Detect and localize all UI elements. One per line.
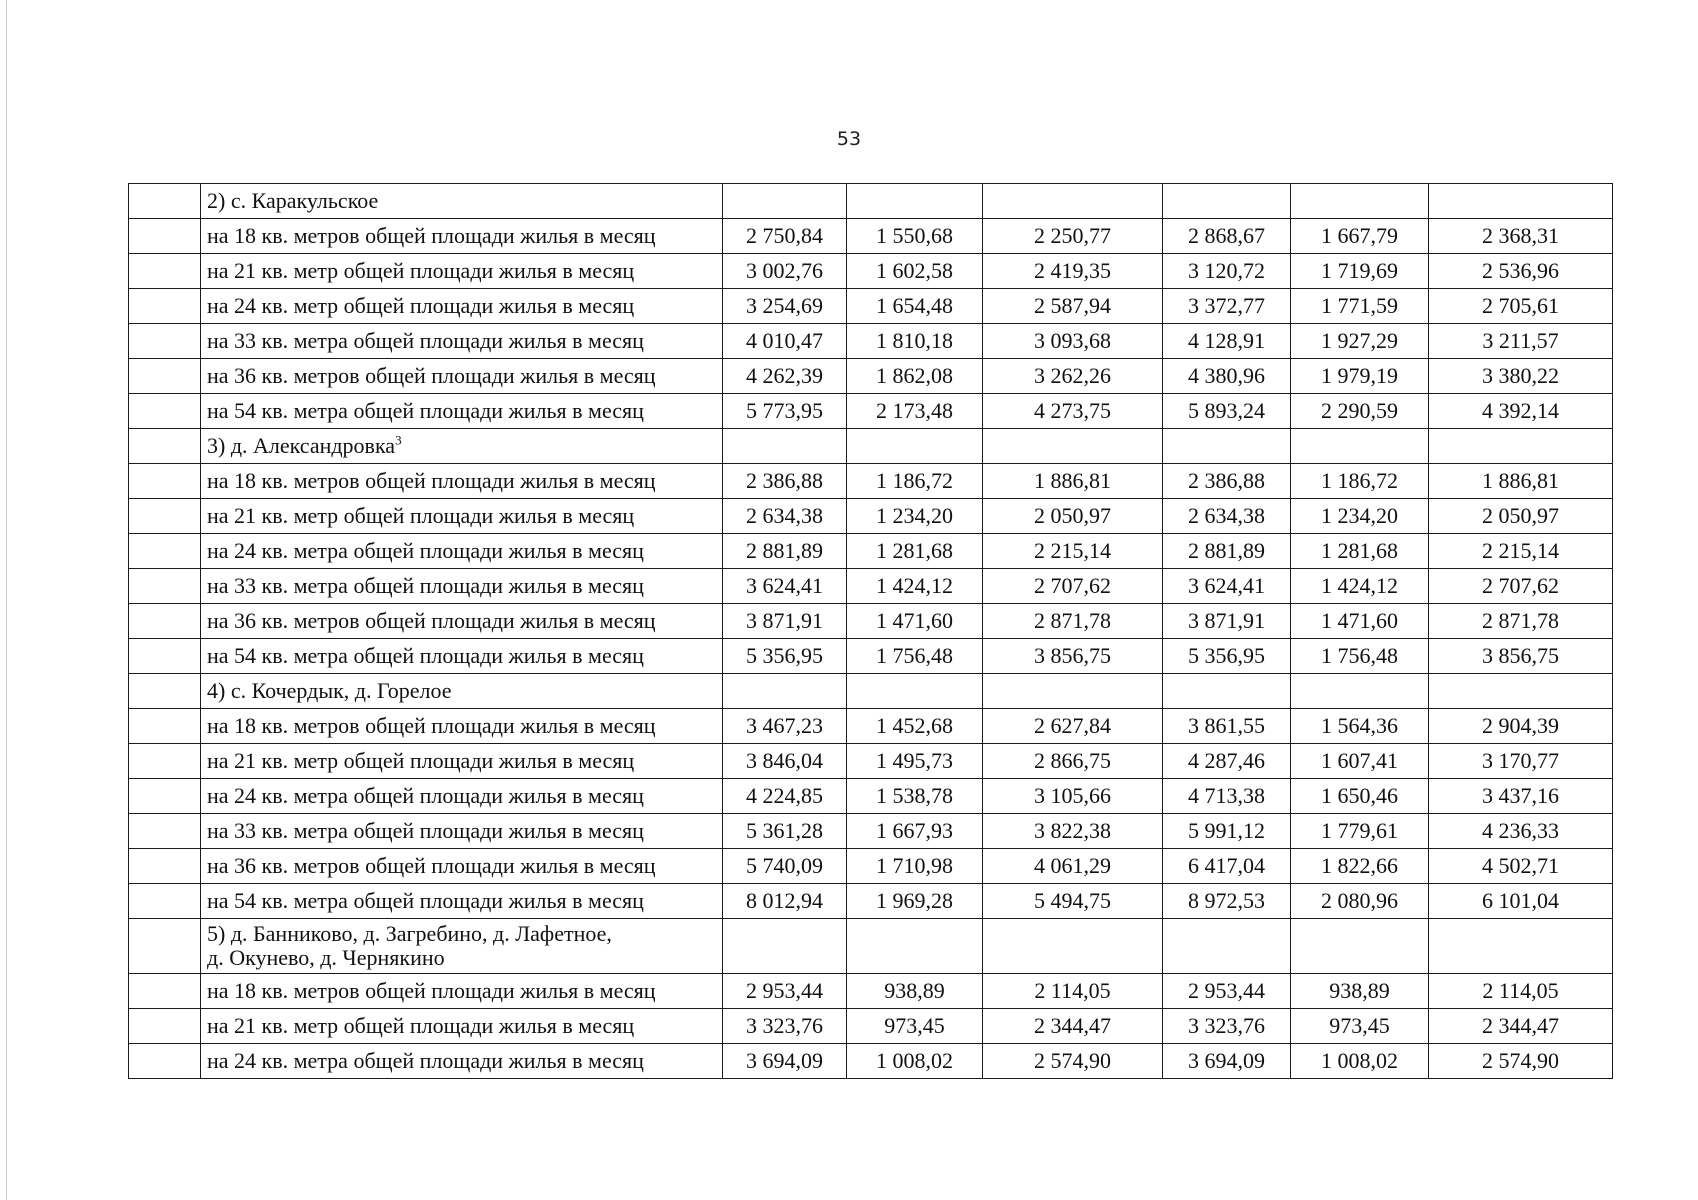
value-cell: 2 881,89 (723, 534, 847, 569)
value-cell: 1 979,19 (1291, 359, 1429, 394)
row-number-cell (129, 639, 201, 674)
group-title-cell (201, 919, 723, 974)
empty-value-cell (723, 674, 847, 709)
row-label: на 36 кв. метров общей площади жилья в месяц (201, 604, 723, 639)
value-cell: 1 234,20 (1291, 499, 1429, 534)
value-cell: 2 290,59 (1291, 394, 1429, 429)
value-cell: 2 344,47 (1429, 1009, 1613, 1044)
row-label: на 24 кв. метра общей площади жилья в месяц (201, 779, 723, 814)
value-cell: 2 953,44 (723, 974, 847, 1009)
row-number-cell (129, 254, 201, 289)
value-cell: 2 707,62 (1429, 569, 1613, 604)
value-cell: 2 386,88 (1163, 464, 1291, 499)
row-label: на 33 кв. метра общей площади жилья в месяц (201, 569, 723, 604)
value-cell: 3 694,09 (723, 1044, 847, 1079)
empty-value-cell (1429, 919, 1613, 974)
value-cell: 1 008,02 (1291, 1044, 1429, 1079)
value-cell: 8 012,94 (723, 884, 847, 919)
group-title: 2) с. Каракульское (207, 188, 379, 213)
value-cell: 3 846,04 (723, 744, 847, 779)
value-cell: 4 128,91 (1163, 324, 1291, 359)
value-cell: 3 105,66 (983, 779, 1163, 814)
row-label: на 21 кв. метр общей площади жилья в месяц (201, 744, 723, 779)
row-label: на 54 кв. метра общей площади жилья в месяц (201, 639, 723, 674)
value-cell: 1 564,36 (1291, 709, 1429, 744)
value-cell: 1 710,98 (847, 849, 983, 884)
value-cell: 4 713,38 (1163, 779, 1291, 814)
row-label: на 24 кв. метра общей площади жилья в месяц (201, 534, 723, 569)
table-row (129, 709, 1613, 744)
row-label: на 54 кв. метра общей площади жилья в месяц (201, 884, 723, 919)
value-cell: 2 587,94 (983, 289, 1163, 324)
value-cell: 1 969,28 (847, 884, 983, 919)
value-cell: 1 654,48 (847, 289, 983, 324)
value-cell: 938,89 (1291, 974, 1429, 1009)
scan-edge-line (6, 0, 7, 1200)
value-cell: 3 856,75 (983, 639, 1163, 674)
empty-value-cell (723, 429, 847, 464)
value-cell: 2 114,05 (983, 974, 1163, 1009)
value-cell: 3 871,91 (723, 604, 847, 639)
value-cell: 3 211,57 (1429, 324, 1613, 359)
row-label: на 18 кв. метров общей площади жилья в месяц (201, 974, 723, 1009)
row-number-cell (129, 779, 201, 814)
table-body (129, 184, 1613, 1079)
empty-value-cell (983, 184, 1163, 219)
group-title-cell (201, 429, 723, 464)
value-cell: 1 281,68 (847, 534, 983, 569)
value-cell: 4 380,96 (1163, 359, 1291, 394)
table-row (129, 814, 1613, 849)
empty-value-cell (983, 429, 1163, 464)
value-cell: 4 262,39 (723, 359, 847, 394)
value-cell: 3 467,23 (723, 709, 847, 744)
value-cell: 3 861,55 (1163, 709, 1291, 744)
value-cell: 1 452,68 (847, 709, 983, 744)
value-cell: 4 236,33 (1429, 814, 1613, 849)
empty-value-cell (1291, 429, 1429, 464)
value-cell: 1 424,12 (1291, 569, 1429, 604)
value-cell: 3 437,16 (1429, 779, 1613, 814)
empty-value-cell (723, 919, 847, 974)
table-row (129, 1044, 1613, 1079)
value-cell: 3 262,26 (983, 359, 1163, 394)
group-header-row (129, 429, 1613, 464)
value-cell: 1 667,93 (847, 814, 983, 849)
empty-value-cell (983, 674, 1163, 709)
empty-value-cell (1291, 674, 1429, 709)
value-cell: 2 536,96 (1429, 254, 1613, 289)
row-number-cell (129, 849, 201, 884)
value-cell: 6 101,04 (1429, 884, 1613, 919)
row-label: на 36 кв. метров общей площади жилья в месяц (201, 849, 723, 884)
value-cell: 5 773,95 (723, 394, 847, 429)
row-number-cell (129, 429, 201, 464)
empty-value-cell (1291, 184, 1429, 219)
value-cell: 3 624,41 (723, 569, 847, 604)
empty-value-cell (847, 674, 983, 709)
value-cell: 1 602,58 (847, 254, 983, 289)
value-cell: 2 173,48 (847, 394, 983, 429)
table-row (129, 534, 1613, 569)
value-cell: 8 972,53 (1163, 884, 1291, 919)
empty-value-cell (847, 429, 983, 464)
value-cell: 1 538,78 (847, 779, 983, 814)
value-cell: 3 120,72 (1163, 254, 1291, 289)
empty-value-cell (847, 919, 983, 974)
value-cell: 3 002,76 (723, 254, 847, 289)
value-cell: 5 893,24 (1163, 394, 1291, 429)
empty-value-cell (1163, 429, 1291, 464)
group-header-row (129, 674, 1613, 709)
empty-value-cell (1163, 919, 1291, 974)
group-title-cell (201, 674, 723, 709)
value-cell: 3 856,75 (1429, 639, 1613, 674)
value-cell: 3 170,77 (1429, 744, 1613, 779)
value-cell: 5 356,95 (1163, 639, 1291, 674)
row-number-cell (129, 814, 201, 849)
row-label: на 24 кв. метра общей площади жилья в месяц (201, 1044, 723, 1079)
value-cell: 2 868,67 (1163, 219, 1291, 254)
empty-value-cell (1163, 184, 1291, 219)
row-label: на 36 кв. метров общей площади жилья в месяц (201, 359, 723, 394)
row-number-cell (129, 219, 201, 254)
value-cell: 1 008,02 (847, 1044, 983, 1079)
row-label: на 18 кв. метров общей площади жилья в месяц (201, 464, 723, 499)
value-cell: 2 114,05 (1429, 974, 1613, 1009)
value-cell: 1 550,68 (847, 219, 983, 254)
value-cell: 1 495,73 (847, 744, 983, 779)
value-cell: 1 756,48 (1291, 639, 1429, 674)
group-title-line2: д. Окунево, д. Чернякино (207, 945, 445, 970)
value-cell: 2 871,78 (983, 604, 1163, 639)
row-number-cell (129, 359, 201, 394)
row-label: на 21 кв. метр общей площади жилья в месяц (201, 254, 723, 289)
row-label: на 33 кв. метра общей площади жилья в месяц (201, 324, 723, 359)
table-row (129, 569, 1613, 604)
value-cell: 2 634,38 (723, 499, 847, 534)
row-number-cell (129, 974, 201, 1009)
value-cell: 3 380,22 (1429, 359, 1613, 394)
value-cell: 1 234,20 (847, 499, 983, 534)
table-row (129, 359, 1613, 394)
value-cell: 1 756,48 (847, 639, 983, 674)
value-cell: 3 093,68 (983, 324, 1163, 359)
value-cell: 4 502,71 (1429, 849, 1613, 884)
value-cell: 2 368,31 (1429, 219, 1613, 254)
value-cell: 973,45 (1291, 1009, 1429, 1044)
value-cell: 2 215,14 (983, 534, 1163, 569)
row-number-cell (129, 569, 201, 604)
value-cell: 1 822,66 (1291, 849, 1429, 884)
value-cell: 4 287,46 (1163, 744, 1291, 779)
value-cell: 4 061,29 (983, 849, 1163, 884)
row-number-cell (129, 884, 201, 919)
value-cell: 4 224,85 (723, 779, 847, 814)
value-cell: 5 494,75 (983, 884, 1163, 919)
value-cell: 6 417,04 (1163, 849, 1291, 884)
value-cell: 3 372,77 (1163, 289, 1291, 324)
value-cell: 2 574,90 (1429, 1044, 1613, 1079)
value-cell: 2 866,75 (983, 744, 1163, 779)
value-cell: 3 694,09 (1163, 1044, 1291, 1079)
value-cell: 1 281,68 (1291, 534, 1429, 569)
group-title-cell (201, 184, 723, 219)
table-row (129, 464, 1613, 499)
value-cell: 2 705,61 (1429, 289, 1613, 324)
value-cell: 2 574,90 (983, 1044, 1163, 1079)
value-cell: 1 862,08 (847, 359, 983, 394)
table-row (129, 254, 1613, 289)
value-cell: 2 904,39 (1429, 709, 1613, 744)
table-row (129, 884, 1613, 919)
empty-value-cell (1429, 184, 1613, 219)
empty-value-cell (723, 184, 847, 219)
row-number-cell (129, 184, 201, 219)
group-title: 4) с. Кочердык, д. Горелое (207, 678, 452, 703)
table-row (129, 1009, 1613, 1044)
footnote-marker: 3 (395, 432, 402, 448)
value-cell: 1 471,60 (847, 604, 983, 639)
value-cell: 3 323,76 (723, 1009, 847, 1044)
tariff-table (128, 183, 1613, 1079)
table-row (129, 394, 1613, 429)
empty-value-cell (847, 184, 983, 219)
value-cell: 1 886,81 (983, 464, 1163, 499)
value-cell: 3 254,69 (723, 289, 847, 324)
value-cell: 2 871,78 (1429, 604, 1613, 639)
value-cell: 1 771,59 (1291, 289, 1429, 324)
empty-value-cell (1429, 674, 1613, 709)
value-cell: 1 779,61 (1291, 814, 1429, 849)
value-cell: 2 953,44 (1163, 974, 1291, 1009)
value-cell: 3 323,76 (1163, 1009, 1291, 1044)
row-number-cell (129, 499, 201, 534)
group-title: 3) д. Александровка (207, 433, 396, 458)
row-label: на 54 кв. метра общей площади жилья в месяц (201, 394, 723, 429)
value-cell: 5 740,09 (723, 849, 847, 884)
row-label: на 21 кв. метр общей площади жилья в месяц (201, 499, 723, 534)
value-cell: 2 881,89 (1163, 534, 1291, 569)
table-row (129, 499, 1613, 534)
table-row (129, 219, 1613, 254)
value-cell: 1 927,29 (1291, 324, 1429, 359)
value-cell: 1 607,41 (1291, 744, 1429, 779)
value-cell: 2 386,88 (723, 464, 847, 499)
row-number-cell (129, 534, 201, 569)
value-cell: 3 871,91 (1163, 604, 1291, 639)
value-cell: 2 080,96 (1291, 884, 1429, 919)
value-cell: 1 424,12 (847, 569, 983, 604)
value-cell: 1 650,46 (1291, 779, 1429, 814)
value-cell: 2 750,84 (723, 219, 847, 254)
empty-value-cell (1429, 429, 1613, 464)
table-row (129, 779, 1613, 814)
empty-value-cell (983, 919, 1163, 974)
value-cell: 1 186,72 (1291, 464, 1429, 499)
table-row (129, 604, 1613, 639)
row-label: на 18 кв. метров общей площади жилья в месяц (201, 219, 723, 254)
value-cell: 1 886,81 (1429, 464, 1613, 499)
value-cell: 3 822,38 (983, 814, 1163, 849)
value-cell: 1 471,60 (1291, 604, 1429, 639)
group-title: 5) д. Банниково, д. Загребино, д. Лафетное, (207, 921, 612, 946)
row-number-cell (129, 674, 201, 709)
value-cell: 2 634,38 (1163, 499, 1291, 534)
value-cell: 2 627,84 (983, 709, 1163, 744)
value-cell: 2 050,97 (1429, 499, 1613, 534)
value-cell: 2 707,62 (983, 569, 1163, 604)
row-label: на 24 кв. метр общей площади жилья в месяц (201, 289, 723, 324)
value-cell: 5 361,28 (723, 814, 847, 849)
row-number-cell (129, 1009, 201, 1044)
value-cell: 4 392,14 (1429, 394, 1613, 429)
row-number-cell (129, 744, 201, 779)
group-header-row (129, 184, 1613, 219)
value-cell: 4 273,75 (983, 394, 1163, 429)
row-label: на 33 кв. метра общей площади жилья в месяц (201, 814, 723, 849)
table-row (129, 289, 1613, 324)
value-cell: 3 624,41 (1163, 569, 1291, 604)
value-cell: 2 250,77 (983, 219, 1163, 254)
table-row (129, 324, 1613, 359)
page-number: 53 (836, 128, 862, 150)
table-row (129, 744, 1613, 779)
value-cell: 2 215,14 (1429, 534, 1613, 569)
value-cell: 2 419,35 (983, 254, 1163, 289)
table-row (129, 639, 1613, 674)
group-header-row (129, 919, 1613, 974)
empty-value-cell (1163, 674, 1291, 709)
row-number-cell (129, 289, 201, 324)
row-number-cell (129, 324, 201, 359)
table-row (129, 974, 1613, 1009)
row-label: на 18 кв. метров общей площади жилья в месяц (201, 709, 723, 744)
value-cell: 1 719,69 (1291, 254, 1429, 289)
value-cell: 938,89 (847, 974, 983, 1009)
row-label: на 21 кв. метр общей площади жилья в месяц (201, 1009, 723, 1044)
value-cell: 1 810,18 (847, 324, 983, 359)
value-cell: 4 010,47 (723, 324, 847, 359)
value-cell: 2 050,97 (983, 499, 1163, 534)
row-number-cell (129, 919, 201, 974)
value-cell: 1 667,79 (1291, 219, 1429, 254)
empty-value-cell (1291, 919, 1429, 974)
row-number-cell (129, 709, 201, 744)
row-number-cell (129, 604, 201, 639)
row-number-cell (129, 464, 201, 499)
row-number-cell (129, 394, 201, 429)
value-cell: 5 991,12 (1163, 814, 1291, 849)
value-cell: 973,45 (847, 1009, 983, 1044)
value-cell: 2 344,47 (983, 1009, 1163, 1044)
value-cell: 5 356,95 (723, 639, 847, 674)
row-number-cell (129, 1044, 201, 1079)
value-cell: 1 186,72 (847, 464, 983, 499)
table-row (129, 849, 1613, 884)
